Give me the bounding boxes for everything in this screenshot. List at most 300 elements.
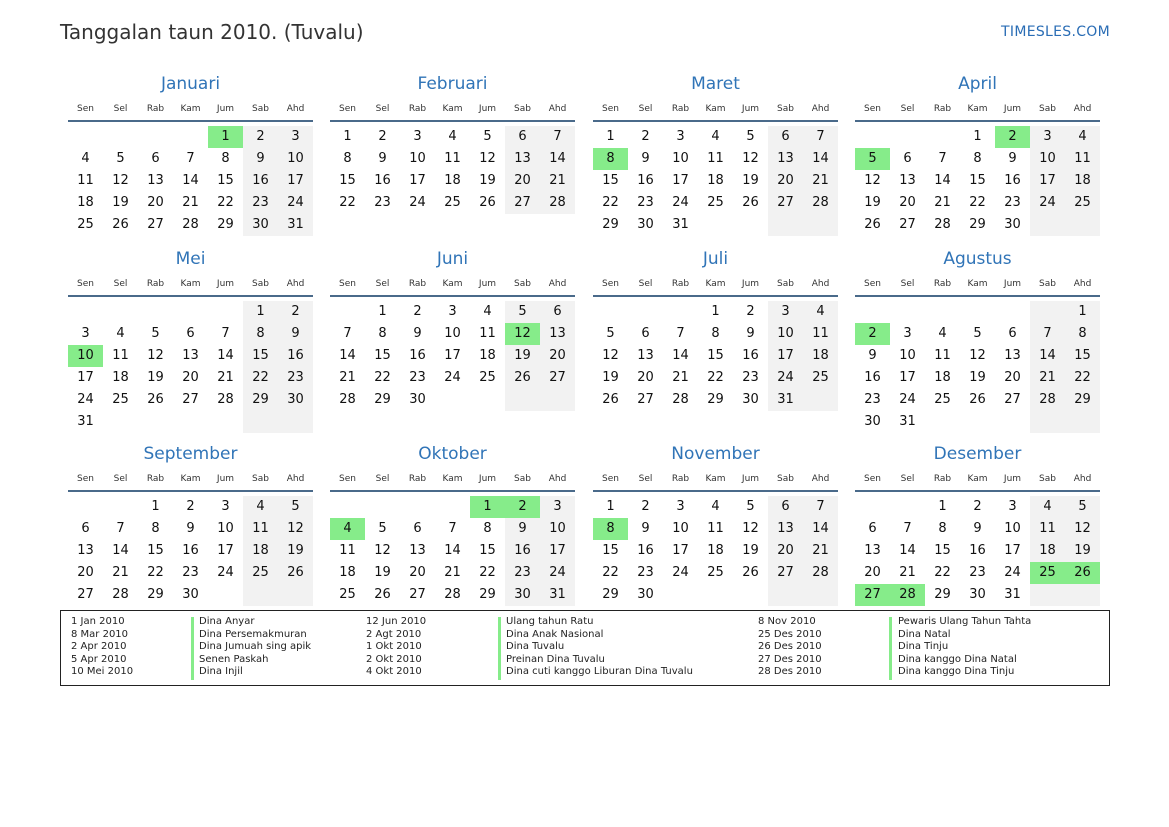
day-cell: 19 [969,370,986,385]
day-cell: 11 [1039,521,1056,536]
day-cell: 28 [112,587,129,602]
day-cell: 3 [903,326,912,341]
holiday-name: Dina Anyar [199,616,255,627]
day-cell: 13 [777,151,794,166]
day-cell: 26 [742,565,759,580]
day-cell: 7 [343,326,352,341]
holiday-date: 12 Jun 2010 [366,616,427,627]
weekday-header [330,100,575,118]
day-cell: 4 [256,499,265,514]
day-cell: 31 [287,217,304,232]
day-cell: 3 [291,129,300,144]
weekday-label: Kam [967,279,988,289]
weekday-header [593,470,838,488]
day-cell: 21 [672,370,689,385]
day-cell: 9 [1008,151,1017,166]
day-cell: 2 [413,304,422,319]
day-cell: 24 [1004,565,1021,580]
day-cell: 22 [934,565,951,580]
weekday-label: Kam [705,104,726,114]
day-cell: 22 [602,565,619,580]
holiday-day: 1 [470,496,505,518]
day-cell: 23 [742,370,759,385]
weekday-label: Jum [741,279,760,289]
month-desember [855,444,1100,606]
month-name: Maret [691,74,740,94]
day-cell: 18 [707,543,724,558]
day-cell: 28 [549,195,566,210]
weekday-label: Rab [671,474,690,484]
weekday-header [855,470,1100,488]
weekday-label: Sel [113,104,128,114]
day-cell: 18 [444,173,461,188]
weekday-label: Sel [900,279,915,289]
day-grid [855,301,1100,433]
day-cell: 13 [637,348,654,363]
weekday-label: Sab [1039,279,1056,289]
day-cell: 3 [221,499,230,514]
day-cell: 10 [549,521,566,536]
day-cell: 15 [602,173,619,188]
day-cell: 3 [553,499,562,514]
day-cell: 10 [1039,151,1056,166]
day-cell: 9 [973,521,982,536]
day-cell: 20 [409,565,426,580]
day-cell: 10 [217,521,234,536]
weekday-label: Sen [602,474,619,484]
month-januari [68,74,313,236]
day-cell: 29 [252,392,269,407]
day-cell: 25 [112,392,129,407]
day-cell: 15 [602,543,619,558]
day-cell: 4 [483,304,492,319]
weekday-label: Kam [967,104,988,114]
day-cell: 16 [637,173,654,188]
day-cell: 21 [812,543,829,558]
day-cell: 3 [676,499,685,514]
day-cell: 4 [116,326,125,341]
day-cell: 25 [444,195,461,210]
day-cell: 29 [217,217,234,232]
day-cell: 9 [868,348,877,363]
legend-marker [191,617,194,680]
day-cell: 27 [147,217,164,232]
day-cell: 11 [112,348,129,363]
day-grid [330,496,575,606]
day-cell: 20 [777,543,794,558]
holiday-name: Dina Tuvalu [506,641,565,652]
day-cell: 16 [252,173,269,188]
month-name: Mei [175,249,206,269]
holiday-date: 27 Des 2010 [758,653,822,665]
weekday-label: Sab [514,104,531,114]
day-cell: 15 [147,543,164,558]
weekday-label: Sel [375,104,390,114]
day-cell: 6 [81,521,90,536]
day-cell: 18 [1074,173,1091,188]
day-cell: 27 [777,565,794,580]
day-cell: 8 [1078,326,1087,341]
day-cell: 26 [287,565,304,580]
weekday-label: Jum [741,474,760,484]
day-cell: 14 [182,173,199,188]
day-cell: 25 [339,587,356,602]
legend-names [898,616,1031,679]
month-name: Januari [160,74,221,94]
day-cell: 21 [182,195,199,210]
weekday-label: Ahd [1073,104,1092,114]
holiday-date: 1 Okt 2010 [366,641,422,652]
holiday-day: 2 [505,496,540,518]
day-cell: 22 [969,195,986,210]
weekday-label: Rab [933,474,952,484]
day-cell: 26 [147,392,164,407]
weekday-label: Kam [180,104,201,114]
holiday-legend [60,610,1110,686]
day-cell: 25 [479,370,496,385]
day-cell: 27 [182,392,199,407]
legend-dates [366,616,426,679]
day-cell: 20 [549,348,566,363]
day-cell: 1 [606,129,615,144]
weekday-label: Jum [216,279,235,289]
day-grid [330,301,575,411]
day-cell: 23 [287,370,304,385]
day-cell: 24 [777,370,794,385]
day-cell: 5 [291,499,300,514]
day-cell: 19 [514,348,531,363]
day-cell: 13 [864,543,881,558]
day-cell: 22 [252,370,269,385]
weekday-label: Sab [252,279,269,289]
day-cell: 2 [186,499,195,514]
day-cell: 2 [973,499,982,514]
holiday-date: 2 Agt 2010 [366,628,422,640]
day-cell: 28 [1039,392,1056,407]
weekday-label: Sab [1039,474,1056,484]
day-cell: 24 [549,565,566,580]
holiday-day: 27 [855,584,890,606]
day-cell: 7 [903,521,912,536]
month-name: April [958,74,997,94]
weekday-label: Kam [705,279,726,289]
weekday-label: Sen [77,279,94,289]
holiday-date: 2 Okt 2010 [366,653,422,665]
holiday-date: 28 Des 2010 [758,666,822,677]
day-cell: 25 [77,217,94,232]
day-cell: 28 [812,565,829,580]
header-divider [855,490,1100,492]
weekday-label: Kam [705,474,726,484]
day-cell: 9 [291,326,300,341]
day-cell: 17 [409,173,426,188]
day-cell: 30 [182,587,199,602]
day-cell: 12 [742,151,759,166]
day-cell: 1 [711,304,720,319]
day-cell: 11 [812,326,829,341]
day-cell: 30 [969,587,986,602]
weekday-label: Sen [77,474,94,484]
day-cell: 19 [287,543,304,558]
day-cell: 24 [77,392,94,407]
day-cell: 13 [514,151,531,166]
day-cell: 19 [602,370,619,385]
month-name: Agustus [943,249,1012,269]
day-cell: 23 [182,565,199,580]
weekday-label: Sab [777,104,794,114]
day-cell: 21 [899,565,916,580]
day-cell: 22 [147,565,164,580]
day-cell: 2 [746,304,755,319]
month-maret [593,74,838,236]
day-cell: 23 [374,195,391,210]
day-cell: 16 [969,543,986,558]
day-cell: 8 [938,521,947,536]
day-cell: 18 [252,543,269,558]
holiday-name: Dina kanggo Dina Tinju [898,666,1015,677]
day-cell: 14 [812,521,829,536]
day-cell: 23 [969,565,986,580]
weekday-label: Sen [864,104,881,114]
day-cell: 13 [1004,348,1021,363]
weekday-label: Kam [180,279,201,289]
weekday-label: Rab [671,279,690,289]
day-cell: 4 [1043,499,1052,514]
weekday-label: Ahd [286,279,305,289]
header-divider [855,295,1100,297]
day-cell: 12 [374,543,391,558]
weekday-label: Sab [252,104,269,114]
day-cell: 8 [151,521,160,536]
day-cell: 23 [637,565,654,580]
weekday-label: Sen [339,474,356,484]
day-cell: 23 [1004,195,1021,210]
day-cell: 1 [606,499,615,514]
day-cell: 4 [711,129,720,144]
header-divider [68,490,313,492]
day-cell: 30 [252,217,269,232]
weekday-label: Ahd [1073,279,1092,289]
day-cell: 27 [77,587,94,602]
day-cell: 14 [1039,348,1056,363]
holiday-day: 2 [995,126,1030,148]
weekday-label: Ahd [286,474,305,484]
day-cell: 17 [777,348,794,363]
month-februari [330,74,575,214]
day-cell: 3 [413,129,422,144]
month-juni [330,249,575,411]
month-name: Oktober [418,444,487,464]
weekday-label: Sen [339,279,356,289]
day-cell: 8 [378,326,387,341]
day-cell: 4 [938,326,947,341]
day-cell: 13 [899,173,916,188]
day-cell: 17 [672,173,689,188]
weekday-label: Ahd [548,279,567,289]
day-cell: 11 [77,173,94,188]
weekday-label: Ahd [1073,474,1092,484]
day-cell: 17 [1039,173,1056,188]
holiday-day: 25 [1030,562,1065,584]
day-cell: 1 [938,499,947,514]
page-title: Tanggalan taun 2010. (Tuvalu) [60,20,364,44]
day-cell: 3 [1043,129,1052,144]
day-cell: 25 [934,392,951,407]
day-cell: 17 [1004,543,1021,558]
day-cell: 28 [217,392,234,407]
weekday-label: Jum [1003,104,1022,114]
header-divider [593,490,838,492]
holiday-name: Dina Tinju [898,641,949,652]
day-grid [593,301,838,411]
day-cell: 24 [444,370,461,385]
day-cell: 10 [444,326,461,341]
day-cell: 12 [742,521,759,536]
day-cell: 15 [479,543,496,558]
day-cell: 16 [287,348,304,363]
day-cell: 13 [777,521,794,536]
day-cell: 6 [781,499,790,514]
day-cell: 12 [864,173,881,188]
day-cell: 6 [151,151,160,166]
day-cell: 16 [409,348,426,363]
day-cell: 1 [343,129,352,144]
day-cell: 30 [409,392,426,407]
day-cell: 28 [934,217,951,232]
day-cell: 31 [1004,587,1021,602]
day-cell: 11 [444,151,461,166]
weekday-label: Sel [900,104,915,114]
day-cell: 11 [707,521,724,536]
day-cell: 30 [864,414,881,429]
day-cell: 27 [899,217,916,232]
month-oktober [330,444,575,606]
weekday-label: Ahd [548,104,567,114]
day-cell: 30 [637,217,654,232]
day-cell: 9 [518,521,527,536]
weekday-label: Kam [442,104,463,114]
day-cell: 13 [549,326,566,341]
day-cell: 2 [256,129,265,144]
day-cell: 19 [742,173,759,188]
weekday-header [68,470,313,488]
day-cell: 15 [707,348,724,363]
weekday-label: Sen [602,104,619,114]
day-cell: 29 [1074,392,1091,407]
weekday-label: Sel [113,279,128,289]
holiday-name: Dina Injil [199,666,243,677]
day-cell: 9 [746,326,755,341]
weekday-label: Rab [146,104,165,114]
holiday-day: 1 [208,126,243,148]
day-grid [68,301,313,433]
legend-dates [71,616,133,679]
day-cell: 14 [812,151,829,166]
weekday-header [593,100,838,118]
day-cell: 7 [816,129,825,144]
day-cell: 14 [112,543,129,558]
day-cell: 1 [151,499,160,514]
day-cell: 4 [711,499,720,514]
day-cell: 22 [707,370,724,385]
day-cell: 27 [1004,392,1021,407]
day-cell: 8 [483,521,492,536]
day-cell: 21 [112,565,129,580]
header-divider [330,295,575,297]
day-cell: 1 [256,304,265,319]
weekday-label: Sel [113,474,128,484]
weekday-label: Sel [638,279,653,289]
day-cell: 10 [409,151,426,166]
day-cell: 8 [256,326,265,341]
day-cell: 28 [672,392,689,407]
header-divider [593,295,838,297]
day-cell: 29 [147,587,164,602]
weekday-header [68,275,313,293]
day-cell: 19 [374,565,391,580]
month-november [593,444,838,606]
day-cell: 5 [483,129,492,144]
day-cell: 9 [641,521,650,536]
day-cell: 13 [182,348,199,363]
day-cell: 23 [252,195,269,210]
day-cell: 7 [448,521,457,536]
weekday-label: Rab [933,104,952,114]
day-cell: 6 [553,304,562,319]
brand-link[interactable]: TIMESLES.COM [1001,24,1110,40]
holiday-date: 10 Mei 2010 [71,666,134,677]
weekday-label: Sab [1039,104,1056,114]
day-cell: 4 [448,129,457,144]
day-cell: 27 [637,392,654,407]
day-cell: 26 [602,392,619,407]
weekday-label: Ahd [811,104,830,114]
day-cell: 30 [1004,217,1021,232]
holiday-name: Dina cuti kanggo Liburan Dina Tuvalu [506,666,693,677]
day-cell: 20 [864,565,881,580]
day-cell: 17 [549,543,566,558]
holiday-date: 5 Apr 2010 [71,653,127,665]
day-cell: 9 [256,151,265,166]
holiday-day: 4 [330,518,365,540]
day-cell: 21 [217,370,234,385]
day-cell: 29 [602,587,619,602]
day-cell: 7 [553,129,562,144]
header-divider [593,120,838,122]
header-divider [855,120,1100,122]
weekday-label: Sen [77,104,94,114]
weekday-label: Rab [671,104,690,114]
holiday-name: Senen Paskah [199,653,269,665]
day-cell: 29 [707,392,724,407]
day-cell: 6 [903,151,912,166]
day-cell: 15 [934,543,951,558]
day-cell: 7 [676,326,685,341]
day-cell: 14 [549,151,566,166]
day-cell: 5 [151,326,160,341]
day-cell: 19 [112,195,129,210]
day-cell: 2 [641,129,650,144]
day-cell: 15 [339,173,356,188]
day-cell: 10 [672,521,689,536]
day-cell: 15 [1074,348,1091,363]
day-cell: 16 [514,543,531,558]
day-cell: 22 [217,195,234,210]
day-cell: 24 [672,195,689,210]
holiday-day: 12 [505,323,540,345]
weekday-label: Sab [777,279,794,289]
day-cell: 5 [746,129,755,144]
